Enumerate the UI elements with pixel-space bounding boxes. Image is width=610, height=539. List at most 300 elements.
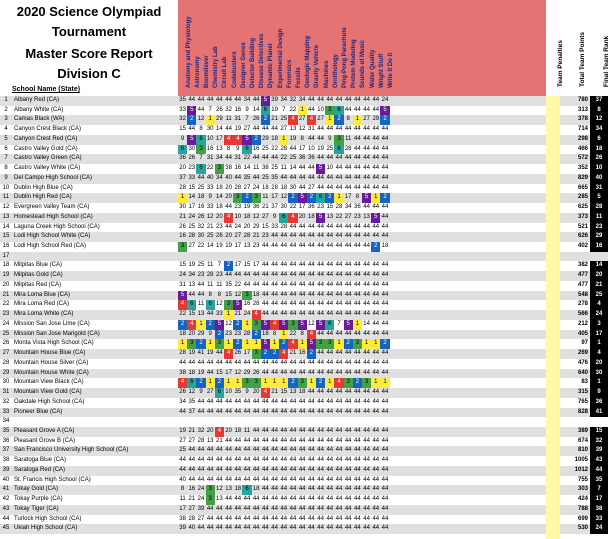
team-penalty [546, 106, 560, 116]
event-score: 44 [317, 174, 324, 181]
event-score: 44 [280, 262, 288, 269]
total-points: 298 [577, 135, 588, 142]
event-score: 30 [280, 204, 288, 211]
event-score: 44 [354, 496, 361, 503]
event-score: 44 [271, 233, 278, 240]
event-score: 19 [197, 369, 205, 376]
event-score: 44 [363, 291, 370, 298]
event-score: 18 [243, 213, 251, 220]
event-score: 44 [243, 496, 251, 503]
event-score: 44 [308, 272, 315, 279]
event-score: 44 [354, 427, 361, 434]
event-score: 44 [308, 457, 315, 464]
total-points: 83 [581, 379, 588, 386]
row-number: 44 [2, 515, 10, 522]
event-score: 44 [262, 496, 269, 503]
event-score: 44 [252, 155, 260, 162]
event-score: 44 [354, 155, 361, 162]
event-score: 44 [280, 272, 288, 279]
final-rank: 21 [590, 281, 608, 291]
event-score: 44 [225, 97, 232, 103]
event-score: 27 [298, 116, 306, 123]
event-score: 44 [243, 408, 251, 415]
final-rank: 17 [590, 495, 608, 505]
event-score: 5 [242, 135, 251, 145]
event-score: 44 [298, 184, 306, 191]
team-penalty [546, 398, 560, 408]
event-score: 1 [298, 339, 307, 349]
event-score: 44 [280, 447, 288, 454]
event-score: 44 [363, 330, 370, 337]
table-row [0, 223, 608, 233]
final-rank-header [590, 0, 608, 96]
event-score: 9 [208, 330, 212, 337]
event-score: 44 [206, 525, 214, 532]
event-score: 44 [317, 281, 324, 288]
event-score: 44 [308, 311, 315, 318]
event-score: 20 [225, 427, 232, 434]
event-header [187, 0, 201, 96]
event-score: 2 [196, 378, 205, 388]
team-penalty [546, 359, 560, 369]
event-score: 44 [271, 457, 278, 464]
event-score: 38 [262, 165, 269, 172]
event-score: 24 [381, 97, 389, 103]
event-score: 19 [289, 135, 297, 142]
total-points: 402 [577, 243, 588, 250]
school-name: Mira Loma Blue (CA) [14, 291, 71, 298]
event-score: 3 [252, 378, 261, 388]
event-score: 36 [252, 204, 260, 211]
event-score: 18 [381, 243, 389, 250]
event-header [261, 0, 275, 96]
event-score: 2 [380, 193, 389, 203]
event-score: 44 [262, 447, 269, 454]
event-score: 5 [233, 300, 242, 310]
event-score: 44 [354, 135, 361, 142]
event-score: 1 [206, 378, 215, 388]
event-score: 7 [337, 320, 341, 327]
event-score: 2 [279, 339, 288, 349]
event-score: 44 [308, 476, 315, 483]
event-score: 44 [317, 466, 324, 473]
event-score: 44 [335, 184, 343, 191]
event-score: 29 [262, 135, 269, 142]
event-score: 4 [288, 115, 297, 125]
event-score: 44 [363, 359, 370, 366]
total-points: 755 [577, 476, 588, 483]
event-score: 2 [353, 378, 362, 388]
final-rank: 24 [590, 524, 608, 534]
event-score: 21 [216, 437, 223, 444]
event-score: 44 [354, 301, 361, 308]
event-score: 27 [344, 213, 352, 220]
event-header-label: Water Quality [369, 49, 376, 88]
event-score: 8 [180, 486, 185, 493]
event-score: 17 [188, 204, 196, 211]
event-score: 6 [334, 106, 343, 116]
event-score: 44 [372, 272, 380, 279]
event-score: 25 [197, 184, 205, 191]
event-score: 44 [298, 398, 306, 405]
final-rank: 23 [590, 223, 608, 233]
event-score: 44 [344, 272, 352, 279]
event-score: 44 [280, 466, 288, 473]
event-score: 44 [298, 515, 306, 522]
event-score: 44 [308, 369, 315, 376]
team-penalty [546, 349, 560, 359]
title-line-1: 2020 Science Olympiad [16, 4, 162, 19]
event-score: 44 [344, 398, 352, 405]
team-penalty [546, 135, 560, 145]
event-score: 4 [178, 300, 187, 310]
event-score: 44 [363, 476, 370, 483]
table-row [0, 378, 608, 388]
event-score: 44 [363, 427, 370, 434]
event-score: 16 [252, 145, 260, 152]
event-score: 44 [206, 97, 214, 103]
table-row [0, 466, 608, 476]
event-score: 44 [344, 311, 352, 318]
event-score: 44 [262, 262, 269, 269]
event-score: 28 [280, 223, 288, 230]
event-score: 44 [344, 389, 352, 396]
event-score: 44 [289, 369, 297, 376]
event-score: 44 [326, 291, 334, 298]
event-score: 44 [335, 350, 343, 357]
event-score: 44 [308, 496, 315, 503]
final-rank: 5 [590, 193, 608, 203]
event-score: 8 [199, 126, 203, 133]
event-score: 6 [196, 164, 205, 174]
event-score: 44 [188, 97, 196, 103]
event-score: 10 [326, 165, 334, 172]
event-score: 30 [197, 233, 205, 240]
event-score: 44 [317, 233, 324, 240]
event-score: 44 [262, 291, 269, 298]
event-score: 1 [242, 320, 251, 330]
event-score: 10 [317, 106, 324, 113]
event-score: 44 [206, 466, 214, 473]
event-score: 20 [298, 213, 306, 220]
total-points: 352 [577, 165, 588, 172]
school-name: Pioneer Blue (CA) [14, 408, 63, 415]
event-score: 44 [372, 184, 380, 191]
event-header [196, 0, 210, 96]
event-score: 40 [188, 525, 196, 532]
event-score: 30 [179, 204, 186, 211]
event-score: 44 [197, 174, 205, 181]
event-header-label: Circuit Lab [222, 56, 229, 88]
event-score: 44 [243, 476, 251, 483]
event-score: 25 [188, 223, 196, 230]
event-score: 44 [298, 165, 306, 172]
event-score: 5 [380, 106, 389, 116]
event-score: 44 [262, 301, 269, 308]
event-score: 44 [335, 515, 343, 522]
event-score: 28 [271, 184, 278, 191]
total-points: 829 [577, 174, 588, 181]
event-score: 29 [197, 330, 205, 337]
event-score: 44 [216, 457, 223, 464]
event-score: 44 [234, 476, 242, 483]
event-score: 44 [216, 466, 223, 473]
event-score: 21 [289, 350, 297, 357]
event-score: 44 [335, 359, 343, 366]
event-score: 35 [188, 398, 196, 405]
event-score: 44 [298, 369, 306, 376]
event-score: 44 [271, 427, 278, 434]
event-score: 23 [317, 204, 324, 211]
total-points: 521 [577, 223, 588, 230]
event-score: 44 [354, 437, 361, 444]
event-score: 44 [335, 457, 343, 464]
event-score: 44 [289, 281, 297, 288]
event-score: 4 [307, 330, 316, 340]
event-score: 14 [252, 106, 260, 113]
event-score: 44 [326, 301, 334, 308]
event-score: 21 [271, 389, 278, 396]
event-score: 22 [206, 165, 214, 172]
event-score: 44 [298, 174, 306, 181]
event-score: 14 [289, 165, 297, 172]
event-score: 39 [271, 97, 278, 103]
final-rank: 20 [590, 359, 608, 369]
final-rank: 26 [590, 154, 608, 164]
event-score: 21 [179, 213, 186, 220]
event-score: 6 [334, 145, 343, 155]
event-score: 21 [188, 427, 196, 434]
event-header [371, 0, 385, 96]
event-score: 20 [179, 165, 186, 172]
row-number: 5 [4, 135, 8, 142]
final-rank: 14 [590, 261, 608, 271]
event-score: 25 [262, 174, 269, 181]
event-score: 5 [187, 135, 196, 145]
event-score: 44 [326, 223, 334, 230]
event-score: 44 [216, 476, 223, 483]
event-score: 2 [233, 320, 242, 330]
event-score: 44 [381, 369, 389, 376]
event-score: 12 [308, 320, 315, 327]
event-score: 44 [381, 515, 389, 522]
final-rank: 33 [590, 515, 608, 525]
event-score: 44 [354, 97, 361, 103]
event-score: 38 [179, 515, 186, 522]
event-score: 6 [187, 300, 196, 310]
event-score: 44 [335, 525, 343, 532]
row-number: 6 [4, 145, 8, 152]
event-score: 44 [381, 427, 389, 434]
event-score: 44 [298, 301, 306, 308]
event-score: 2 [334, 115, 343, 125]
event-header [353, 0, 367, 96]
event-score: 4 [270, 320, 279, 330]
team-penalty [546, 330, 560, 340]
event-score: 8 [300, 135, 304, 142]
event-header [325, 0, 339, 96]
event-score: 11 [262, 194, 269, 201]
event-score: 23 [234, 330, 242, 337]
event-header-label: Disease Detectives [259, 33, 266, 88]
event-score: 44 [372, 389, 380, 396]
event-score: 28 [344, 145, 352, 152]
event-score: 44 [381, 272, 389, 279]
event-score: 1 [334, 193, 343, 203]
event-score: 44 [363, 505, 370, 512]
event-score: 1 [325, 115, 334, 125]
event-score: 44 [271, 447, 278, 454]
row-number: 4 [4, 126, 8, 133]
score-table [0, 96, 608, 534]
event-score: 1 [353, 115, 362, 125]
event-score: 19 [317, 145, 324, 152]
event-score: 27 [188, 243, 196, 250]
total-points: 378 [577, 116, 588, 123]
event-score: 44 [354, 476, 361, 483]
event-score: 4 [224, 349, 233, 359]
event-score: 18 [234, 427, 242, 434]
event-score: 44 [363, 301, 370, 308]
event-score: 44 [271, 243, 278, 250]
event-score: 37 [179, 174, 186, 181]
event-score: 28 [243, 330, 251, 337]
event-score: 44 [197, 291, 205, 298]
event-score: 18 [216, 184, 223, 191]
event-header-label: Fossils [295, 67, 302, 88]
row-number: 13 [2, 213, 10, 220]
school-name: Canyon Crest Black (CA) [14, 126, 82, 133]
event-score: 44 [326, 359, 334, 366]
event-header [341, 0, 358, 96]
event-score: 1 [279, 378, 288, 388]
final-rank: 38 [590, 505, 608, 515]
final-rank: 37 [590, 96, 608, 106]
table-row [0, 281, 608, 291]
event-score: 44 [354, 262, 361, 269]
row-number: 1 [4, 97, 8, 103]
event-score: 4 [224, 135, 233, 145]
event-score: 44 [298, 447, 306, 454]
event-score: 44 [344, 496, 352, 503]
event-score: 26 [216, 106, 223, 113]
event-score: 44 [335, 447, 343, 454]
event-score: 44 [280, 174, 288, 181]
event-score: 44 [335, 291, 343, 298]
event-score: 27 [317, 116, 324, 123]
event-score: 44 [308, 408, 315, 415]
event-score: 44 [363, 281, 370, 288]
school-name: Del Campo High School (CA) [14, 174, 93, 181]
event-score: 44 [271, 408, 278, 415]
event-score: 44 [317, 496, 324, 503]
event-score: 27 [188, 505, 196, 512]
final-rank: 9 [590, 388, 608, 398]
event-score: 44 [289, 525, 297, 532]
event-score: 44 [354, 291, 361, 298]
final-rank: 4 [590, 300, 608, 310]
final-rank: 29 [590, 232, 608, 242]
event-score: 6 [242, 485, 251, 495]
event-score: 4 [178, 378, 187, 388]
event-score: 44 [372, 174, 380, 181]
event-score: 44 [271, 272, 278, 279]
event-score: 3 [196, 145, 205, 155]
event-header [380, 0, 394, 96]
school-name: Homestead High School (CA) [14, 213, 93, 220]
event-score: 44 [280, 486, 288, 493]
event-score: 44 [298, 437, 306, 444]
event-score: 17 [179, 505, 186, 512]
event-score: 12 [206, 213, 214, 220]
event-score: 2 [261, 115, 270, 125]
event-score: 36 [308, 204, 315, 211]
event-score: 20 [225, 233, 232, 240]
event-score: 44 [335, 466, 343, 473]
event-score: 2 [215, 378, 224, 388]
event-score: 21 [252, 233, 260, 240]
row-number: 25 [2, 330, 10, 337]
team-penalty [546, 281, 560, 291]
event-score: 44 [271, 505, 278, 512]
event-score: 44 [308, 291, 315, 298]
event-score: 44 [381, 486, 389, 493]
event-score: 44 [317, 505, 324, 512]
event-score: 44 [243, 398, 251, 405]
final-rank: 28 [590, 203, 608, 213]
event-score: 2 [252, 135, 261, 145]
event-score: 44 [225, 496, 232, 503]
event-score: 3 [187, 339, 196, 349]
event-score: 5 [316, 213, 325, 223]
event-score: 36 [354, 204, 361, 211]
row-number: 20 [2, 281, 10, 288]
final-rank: 7 [590, 485, 608, 495]
event-score: 44 [271, 369, 278, 376]
event-score: 44 [344, 427, 352, 434]
event-score: 38 [179, 369, 186, 376]
final-rank: 12 [590, 115, 608, 125]
event-score: 33 [271, 223, 278, 230]
event-score: 5 [344, 320, 353, 330]
event-score: 28 [234, 184, 242, 191]
event-score: 18 [188, 369, 196, 376]
event-score: 44 [188, 291, 196, 298]
team-penalty [546, 310, 560, 320]
event-score: 3 [233, 193, 242, 203]
event-score: 44 [234, 466, 242, 473]
table-row [0, 369, 608, 379]
event-score: 44 [308, 427, 315, 434]
event-score: 9 [180, 135, 185, 142]
event-score: 44 [289, 505, 297, 512]
event-score: 44 [280, 408, 288, 415]
team-penalty [546, 408, 560, 418]
event-score: 12 [234, 369, 242, 376]
event-score: 12 [216, 486, 223, 493]
event-score: 9 [245, 389, 249, 396]
event-score: 44 [225, 272, 232, 279]
team-penalty [546, 154, 560, 164]
event-score: 32 [197, 427, 205, 434]
event-score: 44 [179, 466, 186, 473]
event-score: 44 [344, 165, 352, 172]
event-score: 44 [354, 106, 361, 113]
event-score: 44 [234, 359, 242, 366]
event-score: 12 [252, 213, 260, 220]
event-score: 44 [262, 427, 269, 434]
event-score: 44 [179, 457, 186, 464]
